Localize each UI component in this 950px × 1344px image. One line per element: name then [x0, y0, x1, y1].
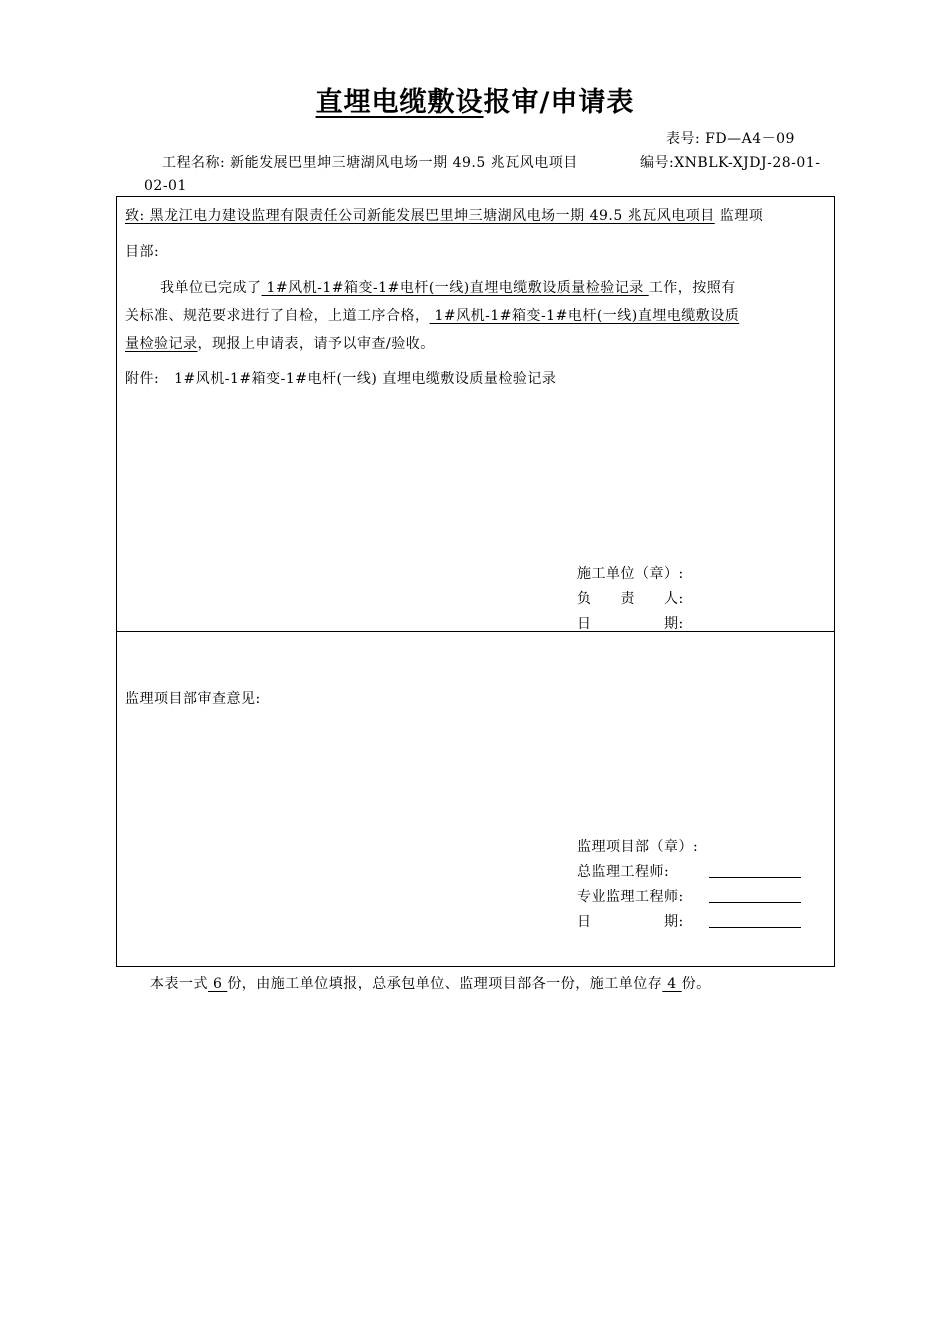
review-section [116, 631, 835, 967]
sign-date: 日 期: [577, 616, 684, 632]
review-dept: 监理项目部（章）: [577, 839, 699, 855]
addressee-line [125, 205, 763, 225]
project-name: 新能发展巴里坤三塘湖风电场一期 49.5 兆瓦风电项目 [230, 155, 578, 171]
body-prefix: 我单位已完成了 [160, 280, 262, 296]
title-rest: 报审/申请表 [483, 87, 635, 118]
addressee: 致: 黑龙江电力建设监理有限责任公司新能发展巴里坤三塘湖风电场一期 49.5 兆瓦风电项目 [125, 208, 715, 224]
form-number: 表号: FD—A4－09 [666, 131, 795, 147]
body-line2-prefix: 关标准、规范要求进行了自检，上道工序合格， [125, 308, 430, 324]
page-title [0, 80, 950, 119]
sign-unit: 施工单位（章）: [577, 566, 684, 582]
sign-person: 负 责 人: [577, 591, 684, 607]
footer-kept: 4 [662, 976, 682, 992]
work-item-repeat[interactable]: 1#风机-1#箱变-1#电杆(一线)直埋电缆敷设质 [429, 308, 740, 324]
body-line1 [160, 277, 736, 297]
footer-note [150, 973, 711, 993]
footer-p2: 份，由施工单位填报，总承包单位、监理项目部各一份，施工单位存 [227, 976, 663, 992]
body-mid: 工作，按照有 [648, 280, 736, 296]
body-line3 [125, 333, 435, 353]
footer-p1: 本表一式 [150, 976, 208, 992]
specialist-engineer-field[interactable] [709, 902, 801, 903]
body-line3-tail: ，现报上申请表，请予以审查/验收。 [197, 336, 435, 352]
chief-engineer-label: 总监理工程师: [577, 864, 670, 880]
addressee-tail: 监理项 [719, 208, 764, 224]
project-name-label: 工程名称: [162, 155, 226, 171]
project-code-part2: 02-01 [144, 178, 187, 194]
application-section [116, 196, 835, 632]
footer-p3: 份。 [681, 976, 711, 992]
footer-copies: 6 [208, 976, 228, 992]
project-name-row [162, 152, 578, 172]
addressee-line2: 目部: [125, 244, 160, 260]
title-underlined: 直埋电缆敷设 [315, 87, 484, 118]
chief-engineer-field[interactable] [709, 877, 801, 878]
work-item[interactable]: 1#风机-1#箱变-1#电杆(一线)直埋电缆敷设质量检验记录 [261, 280, 649, 296]
review-opinion-label: 监理项目部审查意见: [125, 691, 261, 707]
body-line2 [125, 305, 739, 325]
attachment-row [125, 368, 556, 388]
specialist-engineer-label: 专业监理工程师: [577, 889, 684, 905]
project-code-part1: XNBLK-XJDJ-28-01- [674, 155, 821, 171]
project-code-label: 编号: [640, 155, 675, 171]
attachment: 1#风机-1#箱变-1#电杆(一线) 直埋电缆敷设质量检验记录 [174, 371, 557, 387]
work-item-repeat-end[interactable]: 量检验记录 [125, 336, 198, 352]
review-date-field[interactable] [709, 927, 801, 928]
review-date-label: 日 期: [577, 914, 684, 930]
project-code-row [640, 152, 820, 172]
attachment-label: 附件: [125, 371, 160, 387]
